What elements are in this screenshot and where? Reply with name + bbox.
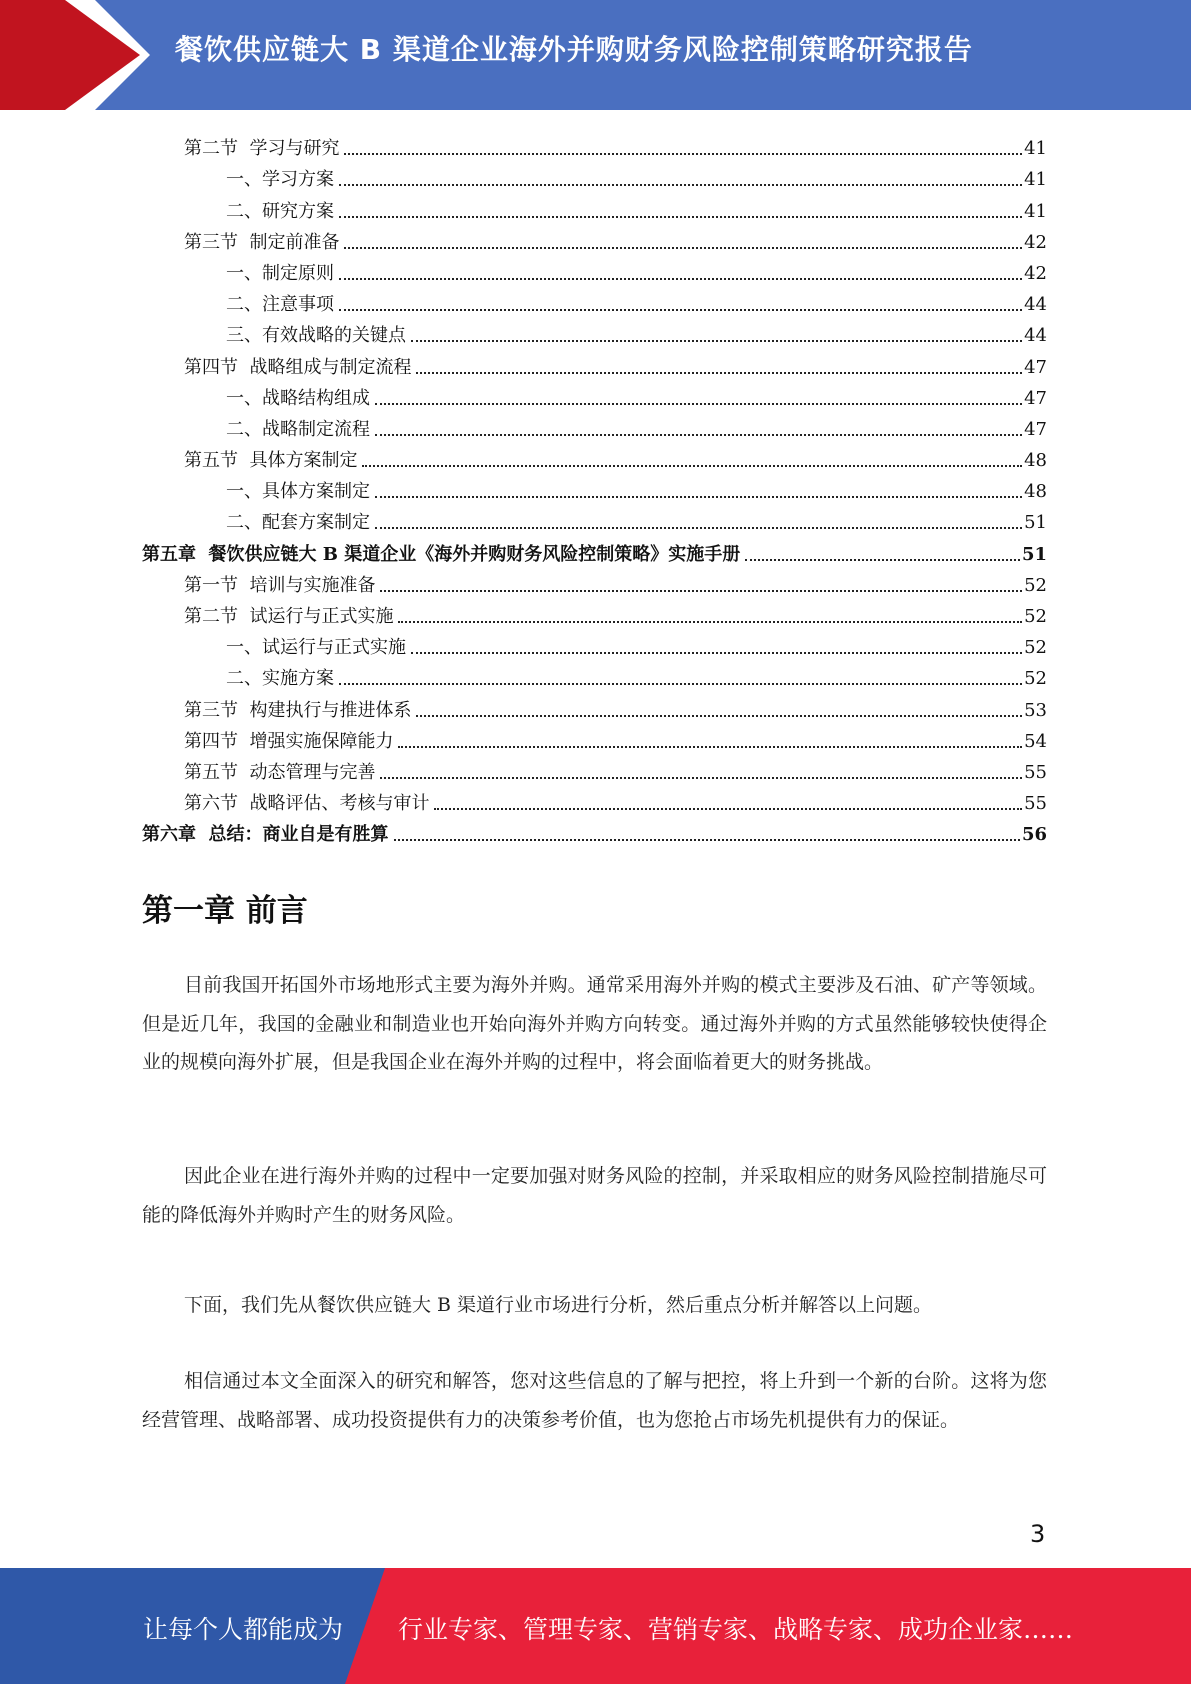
toc-entry[interactable] bbox=[142, 785, 1047, 816]
toc-entry-label: 二、注意事项 bbox=[226, 293, 337, 317]
toc-entry[interactable] bbox=[142, 816, 1047, 847]
toc-entry[interactable] bbox=[142, 411, 1047, 442]
toc-entry-page: 48 bbox=[1024, 481, 1047, 503]
toc-entry-page: 41 bbox=[1024, 138, 1047, 160]
toc-entry-label: 三、有效战略的关键点 bbox=[226, 324, 409, 348]
toc-entry-page: 52 bbox=[1024, 637, 1047, 659]
toc-entry-label: 第二节 学习与研究 bbox=[184, 137, 342, 161]
toc-entry-label: 一、试运行与正式实施 bbox=[226, 636, 409, 660]
toc-entry[interactable] bbox=[142, 504, 1047, 535]
toc-entry-page: 55 bbox=[1024, 793, 1047, 815]
toc-entry[interactable] bbox=[142, 660, 1047, 691]
toc-entry[interactable] bbox=[142, 691, 1047, 722]
toc-entry[interactable] bbox=[142, 535, 1047, 566]
toc-entry-page: 55 bbox=[1024, 761, 1047, 783]
toc-entry-page: 52 bbox=[1024, 574, 1047, 596]
toc-dot-leader bbox=[344, 247, 1022, 249]
toc-dot-leader bbox=[375, 527, 1022, 529]
toc-entry[interactable] bbox=[142, 348, 1047, 379]
toc-entry-label: 一、具体方案制定 bbox=[226, 480, 373, 504]
toc-entry[interactable] bbox=[142, 723, 1047, 754]
toc-entry-label: 第二节 试运行与正式实施 bbox=[184, 605, 396, 629]
toc-entry-label: 二、配套方案制定 bbox=[226, 511, 373, 535]
toc-entry[interactable] bbox=[142, 442, 1047, 473]
toc-entry[interactable] bbox=[142, 598, 1047, 629]
toc-dot-leader bbox=[380, 777, 1022, 779]
toc-entry-label: 第三节 制定前准备 bbox=[184, 231, 342, 255]
toc-entry-page: 53 bbox=[1024, 699, 1047, 721]
toc-dot-leader bbox=[416, 372, 1022, 374]
toc-dot-leader bbox=[380, 590, 1022, 592]
toc-dot-leader bbox=[411, 652, 1022, 654]
intro-paragraph-4: 相信通过本文全面深入的研究和解答，您对这些信息的了解与把控，将上升到一个新的台阶。这将为您经营管理、战略部署、成功投资提供有力的决策参考价值，也为您抢占市场先机提供有力的保证。 bbox=[142, 1370, 1047, 1431]
toc-entry[interactable] bbox=[142, 380, 1047, 411]
toc-entry-page: 51 bbox=[1024, 512, 1047, 534]
toc-dot-leader bbox=[398, 746, 1022, 748]
toc-dot-leader bbox=[339, 184, 1022, 186]
toc-entry-page: 48 bbox=[1024, 450, 1047, 472]
toc-dot-leader bbox=[375, 403, 1022, 405]
toc-entry-page: 52 bbox=[1024, 668, 1047, 690]
toc-entry[interactable] bbox=[142, 473, 1047, 504]
toc-entry-label: 一、制定原则 bbox=[226, 262, 337, 286]
toc-entry[interactable] bbox=[142, 255, 1047, 286]
chapter-title: 第一章 前言 bbox=[142, 893, 308, 929]
toc-entry-label: 第四节 战略组成与制定流程 bbox=[184, 356, 414, 380]
toc-entry-label: 第五章 餐饮供应链大 B 渠道企业《海外并购财务风险控制策略》实施手册 bbox=[142, 543, 743, 567]
toc-dot-leader bbox=[394, 839, 1020, 841]
toc-entry-page: 56 bbox=[1021, 824, 1047, 846]
toc-entry[interactable] bbox=[142, 224, 1047, 255]
toc-entry-label: 二、实施方案 bbox=[226, 667, 337, 691]
toc-entry[interactable] bbox=[142, 754, 1047, 785]
toc-entry[interactable] bbox=[142, 629, 1047, 660]
intro-paragraph-1: 目前我国开拓国外市场地形式主要为海外并购。通常采用海外并购的模式主要涉及石油、矿产等领域。但是近几年，我国的金融业和制造业也开始向海外并购方向转变。通过海外并购的方式虽然能够较快使得企业的规模向海外扩展，但是我国企业在海外并购的过程中，将会面临着更大的财务挑战。 bbox=[142, 974, 1047, 1073]
toc-dot-leader bbox=[375, 434, 1022, 436]
page-footer bbox=[0, 1568, 1191, 1684]
toc-entry[interactable] bbox=[142, 317, 1047, 348]
toc-dot-leader bbox=[398, 621, 1022, 623]
page-header bbox=[0, 0, 1191, 110]
table-of-contents bbox=[142, 130, 1047, 847]
toc-entry[interactable] bbox=[142, 130, 1047, 161]
toc-entry-label: 一、学习方案 bbox=[226, 168, 337, 192]
toc-dot-leader bbox=[411, 340, 1022, 342]
toc-entry-label: 第一节 培训与实施准备 bbox=[184, 574, 378, 598]
footer-slogan-right: 行业专家、管理专家、营销专家、战略专家、成功企业家…… bbox=[398, 1615, 1074, 1644]
page-number: 3 bbox=[1030, 1520, 1046, 1548]
toc-entry-page: 41 bbox=[1024, 200, 1047, 222]
toc-entry-page: 42 bbox=[1024, 262, 1047, 284]
toc-dot-leader bbox=[362, 465, 1022, 467]
toc-entry-label: 第五节 具体方案制定 bbox=[184, 449, 360, 473]
toc-entry-page: 41 bbox=[1024, 169, 1047, 191]
toc-entry-page: 47 bbox=[1024, 387, 1047, 409]
toc-entry-page: 47 bbox=[1024, 418, 1047, 440]
toc-entry-page: 44 bbox=[1024, 294, 1047, 316]
toc-entry[interactable] bbox=[142, 567, 1047, 598]
report-title: 餐饮供应链大 B 渠道企业海外并购财务风险控制策略研究报告 bbox=[175, 33, 973, 66]
toc-entry-label: 第三节 构建执行与推进体系 bbox=[184, 699, 414, 723]
toc-dot-leader bbox=[344, 153, 1022, 155]
toc-entry[interactable] bbox=[142, 192, 1047, 223]
toc-dot-leader bbox=[416, 715, 1022, 717]
intro-paragraph-2: 因此企业在进行海外并购的过程中一定要加强对财务风险的控制，并采取相应的财务风险控制措施尽可能的降低海外并购时产生的财务风险。 bbox=[142, 1165, 1047, 1226]
toc-dot-leader bbox=[339, 683, 1022, 685]
intro-paragraph-3: 下面，我们先从餐饮供应链大 B 渠道行业市场进行分析，然后重点分析并解答以上问题。 bbox=[184, 1294, 933, 1316]
toc-entry[interactable] bbox=[142, 286, 1047, 317]
toc-entry-label: 第六节 战略评估、考核与审计 bbox=[184, 792, 432, 816]
toc-entry-label: 二、战略制定流程 bbox=[226, 418, 373, 442]
toc-entry-page: 42 bbox=[1024, 231, 1047, 253]
toc-dot-leader bbox=[434, 808, 1022, 810]
toc-dot-leader bbox=[339, 278, 1022, 280]
toc-entry-page: 47 bbox=[1024, 356, 1047, 378]
toc-dot-leader bbox=[745, 559, 1020, 561]
toc-entry-label: 第六章 总结：商业自是有胜算 bbox=[142, 823, 392, 847]
toc-entry-label: 第五节 动态管理与完善 bbox=[184, 761, 378, 785]
toc-dot-leader bbox=[339, 309, 1022, 311]
toc-entry[interactable] bbox=[142, 161, 1047, 192]
toc-dot-leader bbox=[375, 496, 1022, 498]
toc-entry-label: 一、战略结构组成 bbox=[226, 387, 373, 411]
toc-entry-page: 54 bbox=[1024, 730, 1047, 752]
toc-dot-leader bbox=[339, 216, 1022, 218]
footer-slogan-left: 让每个人都能成为 bbox=[143, 1615, 344, 1644]
toc-entry-page: 52 bbox=[1024, 606, 1047, 627]
toc-entry-label: 二、研究方案 bbox=[226, 200, 337, 224]
toc-entry-page: 44 bbox=[1024, 325, 1047, 347]
toc-entry-page: 51 bbox=[1021, 543, 1047, 565]
toc-entry-label: 第四节 增强实施保障能力 bbox=[184, 730, 396, 754]
